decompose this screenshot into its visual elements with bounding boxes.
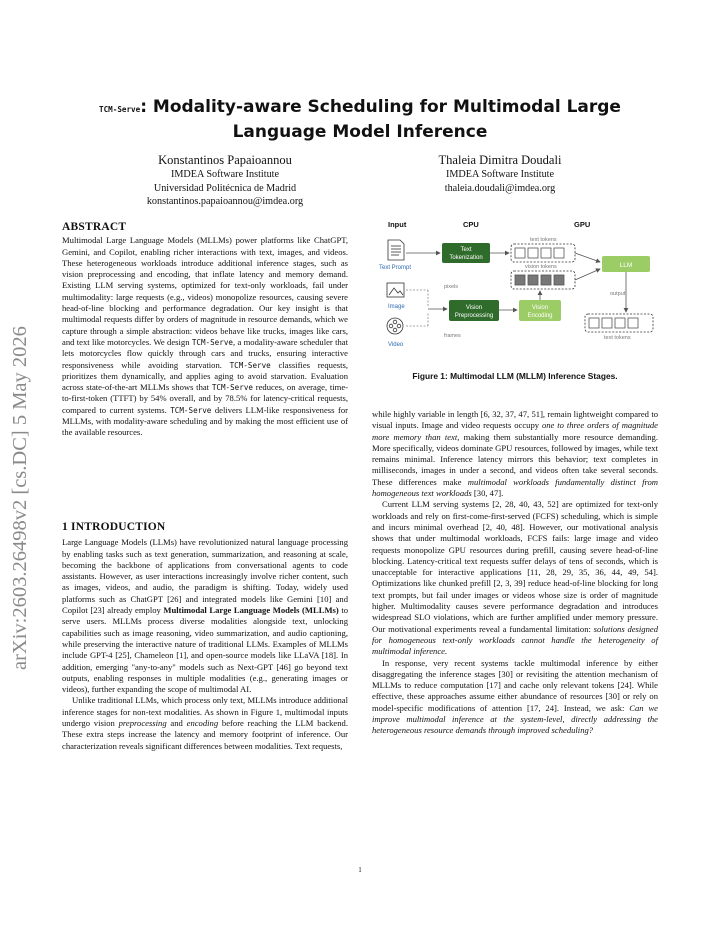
author-email: thaleia.doudali@imdea.org (444, 182, 556, 194)
abstract-heading: ABSTRACT (62, 221, 127, 233)
introduction-section (62, 522, 348, 752)
fig-text-prompt-label: Text Prompt (379, 265, 412, 271)
system-name-code: TCM-Serve (229, 360, 271, 370)
fig-col-input: Input (388, 220, 407, 229)
introduction-heading: 1 INTRODUCTION (62, 521, 166, 533)
video-reel-icon (387, 318, 403, 334)
fig-col-gpu: GPU (574, 220, 591, 229)
intro-text: Large Language Models (LLMs) have revolutionized natural language processing by enabling tasks such as text generation, summarization, and reasoning at scale, becoming the backbone of applications from conversational agents to code assistants. However, as user interactions increasingly involve richer content, such as images, videos, and audio, the paradigm is shifting. Today, widely used platforms such as ChatGPT [26] and integrated models like Gemini [10] and Copilot [23] already employ (62, 537, 348, 616)
body-text: Current LLM serving systems [2, 28, 40, 43, 52] are optimized for text-only workloads and rely on first-come-first-served (FCFS) scheduling, which is simple and incurs minimal overhead [2, 40, 48]. However, our motivational analysis shows that under multimodal workloads, FCFS fails: large image and video requests monopolize GPU resources during prefill, causing severe head-of-line blocking. Latency-critical text requests suffer delays of tens of seconds, which is unacceptable for interactive applications [11, 28, 29, 35, 36, 44, 49, 54]. Optimizations like chunked prefill [2, 3, 39] reduce head-of-line blocking for long text prompts, but fail under images or videos whose size is order of magnitude higher. Multimodality causes severe performance degradation and introduces widespread SLO violations, which are further amplified under memory pressure. Our motivational experiments reveal a fundamental limitation: (372, 499, 658, 634)
system-name-code: TCM-Serve (170, 405, 212, 415)
system-name-code: TCM-Serve (211, 383, 253, 393)
abstract-text: Multimodal Large Language Models (MLLMs) power platforms like ChatGPT, Gemini, and Copilot, enabling richer interactions with text, images, and videos. These heterogeneous workloads introduce additional inference stages, such as vision preprocessing and encoding, that inflate latency and memory demand. Existing LLM serving systems, optimized for text-only workloads, fail under multimodality: large requests (e.g., videos) monopolize resources, causing severe head-of-line blocking and performance degradation. Our key insight is that multimodal requests differ by orders of magnitude in resource demands, which we capture through a simple abstraction: videos behave like trucks, images like cars, and text like motorcycles. We design (62, 235, 348, 347)
abstract-text: reduces, on average, time-to-first-token (TTFT) by 54% overall, and by 78.5% for latency-critical requests, compared to current systems. (62, 382, 348, 415)
body-paragraph (372, 499, 658, 657)
body-paragraph (372, 409, 658, 499)
arxiv-side-stamp (1, 260, 35, 680)
title-line2: Language Model Inference (232, 122, 488, 142)
fig-output-label: output (610, 291, 626, 297)
intro-text: to serve users. MLLMs process diverse modalities alongside text, unlocking capabilities such as image reasoning, video summarization, and audio captioning, while preserving the interactive nature of traditional LLMs. Examples of MLLMs include GPT-4 [25], Chameleon [1], and open-source models like LLaVA [18]. In addition, emerging "any-to-any" models such as Next-GPT [46] go beyond text outputs, enabling responses in multiple modalities (e.g., generating images or videos), further expanding the scope of multimodal AI. (62, 605, 348, 695)
fig-text-tokenization-2: Tokenization (449, 255, 483, 261)
fig-col-cpu: CPU (463, 220, 479, 229)
fig-text-tokenization-1: Text (460, 247, 472, 253)
body-text: In response, very recent systems tackle multimodal inference by either disaggregating the inference stages [30] or revisiting the attention mechanism of MLLMs to reduce computation [17] and cache only relevant tokens [24]. While effective, these approaches assume either abundance of resources [30] or rely on model-specific modifications of attention [17, 24]. Instead, we ask: (372, 657, 658, 713)
body-text: [30, 47]. (471, 488, 504, 499)
author-block-2 (385, 152, 615, 195)
page-number: 1 (358, 866, 362, 874)
document-icon (388, 240, 404, 260)
intro-paragraph (62, 695, 348, 751)
fig-vision-tokens-label: vision tokens (525, 264, 557, 270)
author-name: Konstantinos Papaioannou (158, 153, 292, 167)
arxiv-stamp-text: arXiv:2603.26498v2 [cs.DC] 5 May 2026 (9, 326, 31, 670)
fig-vision-enc-2: Encoding (527, 313, 553, 319)
abstract-text: , a modality-aware scheduler that lets motorcycles flow quickly through cars and trucks, ensuring interactive responsiveness while avoiding starvation. (62, 336, 348, 370)
image-icon (387, 283, 404, 297)
fig-output-text-tokens-label: text tokens (604, 335, 631, 341)
abstract-text: classifies requests, prioritizes them dynamically, and applies aging to avoid starvation. Evaluation across state-of-the-art MLLMs shows that (62, 359, 348, 393)
text-token-squares (515, 248, 564, 258)
author-name: Thaleia Dimitra Doudali (438, 153, 562, 167)
figure-mllm-inference-stages (372, 216, 658, 364)
fig-vision-enc-1: Vision (531, 305, 549, 311)
figure-caption: Figure 1: Multimodal LLM (MLLM) Inference Stages. (412, 371, 618, 381)
fig-pixels-label: pixels (444, 284, 459, 290)
body-italic: multimodal workloads fundamentally distinct from homogeneous text workloads (372, 476, 658, 499)
body-italic: solutions designed for homogeneous text-only workloads cannot handle the heterogeneity of multimodal inference. (372, 623, 658, 657)
intro-italic: encoding (186, 718, 219, 729)
intro-text: before reaching the LLM backend. These extra steps increase the latency and memory footprint of inference. Our characterization reveals significant differences between modalities. Text requests, (62, 718, 348, 751)
intro-text: Unlike traditional LLMs, which process only text, MLLMs introduce additional inference stages for non-text modalities. As shown in Figure 1, multimodal inputs undergo vision (62, 695, 348, 729)
author-affiliation: IMDEA Software Institute (170, 169, 280, 180)
author-affiliation: Universidad Politécnica de Madrid (153, 182, 297, 194)
intro-bold-term: Multimodal Large Language Models (MLLMs) (163, 605, 339, 616)
title-system-name: TCM-Serve (99, 105, 141, 114)
intro-italic: preprocessing (118, 718, 167, 729)
vision-token-squares (515, 275, 564, 285)
fig-vision-pre-2: Preprocessing (454, 313, 494, 319)
author-block-1 (110, 152, 340, 209)
fig-frames-label: frames (444, 333, 461, 339)
body-italic: one to three orders of magnitude more memory than text (372, 420, 658, 442)
fig-video-label: Video (388, 342, 404, 348)
fig-vision-pre-1: Vision (465, 305, 483, 311)
author-affiliation: IMDEA Software Institute (445, 169, 555, 180)
intro-text: and (166, 718, 187, 729)
title-line1: : Modality-aware Scheduling for Multimodal Large (140, 97, 621, 117)
paper-title (70, 96, 650, 143)
right-column-text (372, 409, 658, 737)
abstract-text: delivers LLM-like responsiveness for MLLMs, with modality-aware scheduling and by making the most efficient use of the available resources. (62, 404, 348, 438)
body-text: , making them substantially more resource demanding. More specifically, videos dominate GPU resources, followed by images, while text remains minimal. Inference latency mirrors this behavior; text completes in milliseconds, images in under a second, and videos often take several seconds. These differences make (372, 431, 659, 487)
body-paragraph (372, 658, 658, 737)
intro-paragraph (62, 537, 348, 695)
body-italic: Can we improve multimodal inference at the system-level, directly addressing the heterogeneous resource demands through improved scheduling? (372, 702, 658, 736)
abstract-paragraph (62, 235, 348, 438)
system-name-code: TCM-Serve (191, 337, 233, 347)
fig-image-label: Image (388, 304, 405, 310)
abstract-section (62, 222, 348, 439)
fig-text-tokens-label: text tokens (530, 237, 557, 243)
author-email: konstantinos.papaioannou@imdea.org (146, 196, 304, 208)
output-token-squares (589, 318, 638, 328)
fig-llm-label: LLM (619, 262, 633, 269)
body-text: while highly variable in length [6, 32, 37, 47, 51], remain lightweight compared to visual inputs. Image and video requests occupy (372, 409, 658, 431)
